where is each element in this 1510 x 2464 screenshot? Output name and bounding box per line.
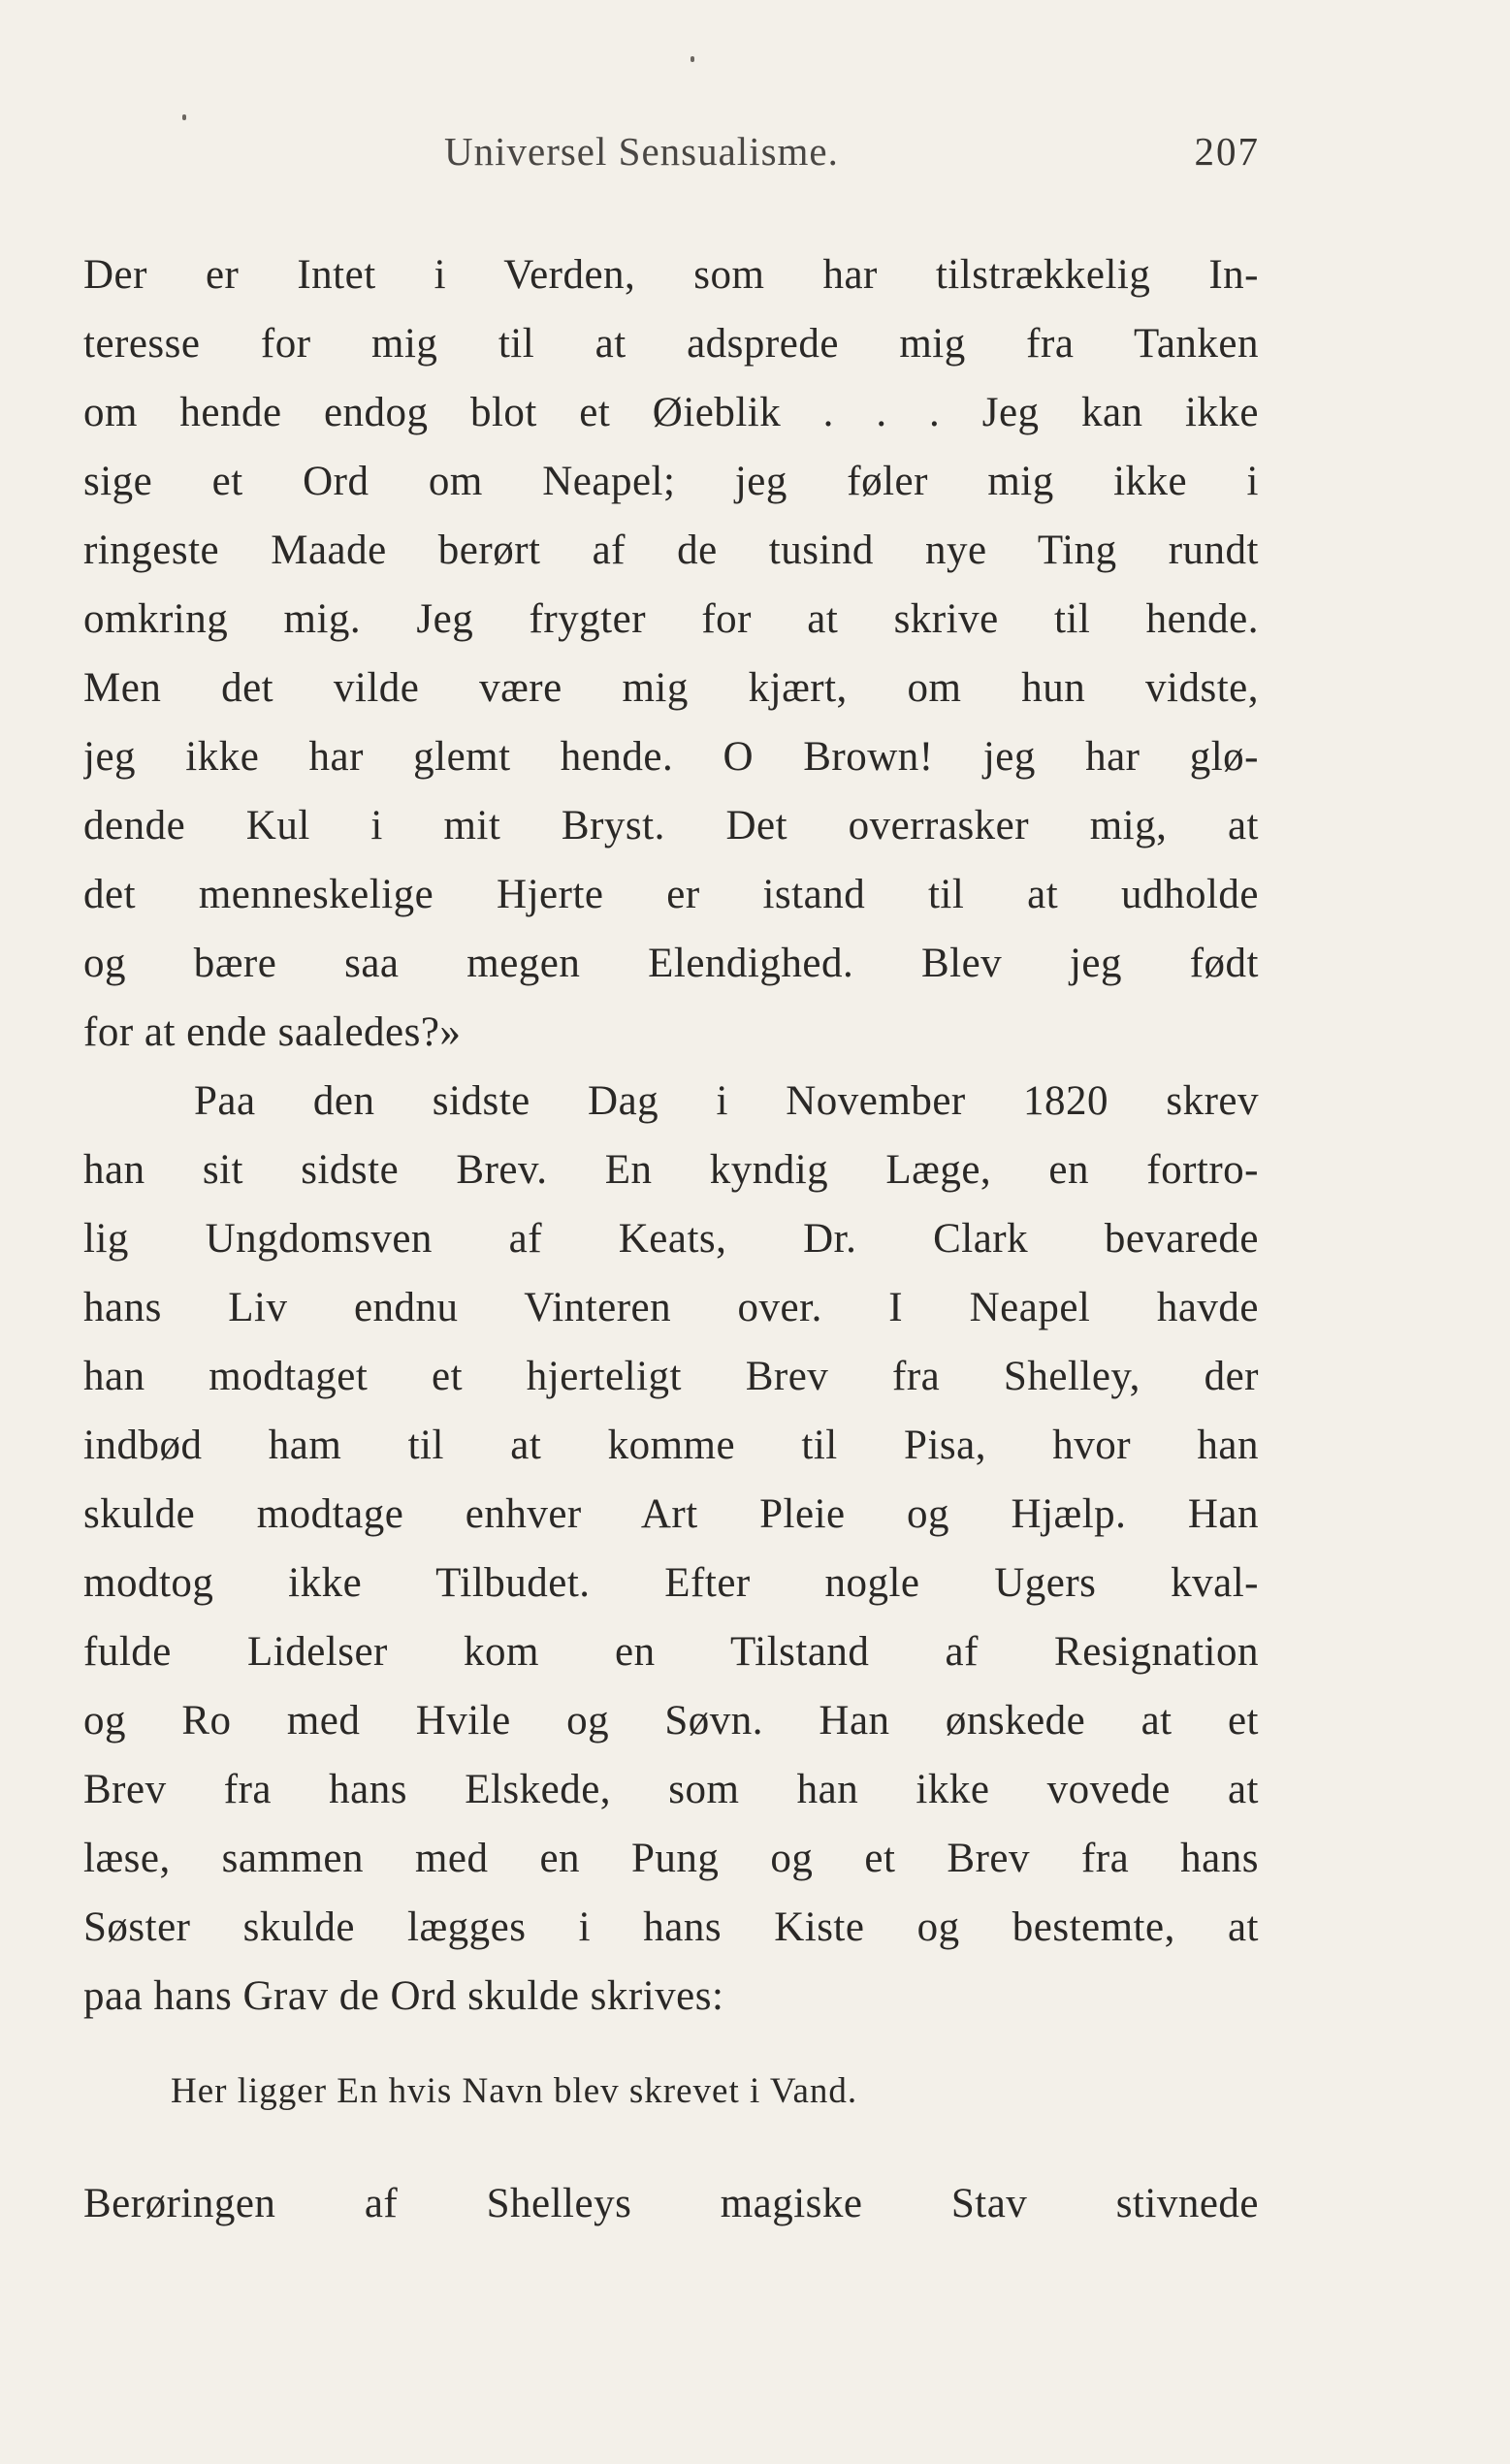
text-line: lig Ungdomsven af Keats, Dr. Clark bevarede xyxy=(83,1216,1259,1262)
text-line: dende Kul i mit Bryst. Det overrasker mig, at xyxy=(83,803,1259,848)
text-line: skulde modtage enhver Art Pleie og Hjælp. Han xyxy=(83,1491,1259,1537)
text-line: paa hans Grav de Ord skulde skrives: xyxy=(83,1973,724,2019)
text-line: Der er Intet i Verden, som har tilstrækkelig In- xyxy=(83,252,1259,298)
running-title: Universel Sensualisme. xyxy=(444,129,839,174)
page-number: 207 xyxy=(1194,129,1260,174)
paragraph-2 xyxy=(83,1067,1259,2031)
epitaph-quote: Her ligger En hvis Navn blev skrevet i Vand. xyxy=(171,2071,858,2111)
text-line: indbød ham til at komme til Pisa, hvor han xyxy=(83,1423,1259,1468)
paragraph-1 xyxy=(83,240,1259,1067)
text-line: omkring mig. Jeg frygter for at skrive til hende. xyxy=(83,596,1259,642)
text-line: for at ende saaledes?» xyxy=(83,1009,462,1055)
text-line: Søster skulde lægges i hans Kiste og bestemte, at xyxy=(83,1904,1259,1950)
text-line: Berøringen af Shelleys magiske Stav stivnede xyxy=(83,2181,1259,2226)
text-line: han modtaget et hjerteligt Brev fra Shelley, der xyxy=(83,1354,1259,1399)
body-text xyxy=(83,240,1259,2031)
text-line: han sit sidste Brev. En kyndig Læge, en fortro- xyxy=(83,1147,1259,1193)
text-line: sige et Ord om Neapel; jeg føler mig ikke i xyxy=(83,459,1259,504)
text-line: det menneskelige Hjerte er istand til at udholde xyxy=(83,872,1259,917)
text-line: Paa den sidste Dag i November 1820 skrev xyxy=(194,1078,1259,1124)
text-line: ringeste Maade berørt af de tusind nye Ting rundt xyxy=(83,528,1259,573)
text-line: hans Liv endnu Vinteren over. I Neapel havde xyxy=(83,1285,1259,1330)
text-line: teresse for mig til at adsprede mig fra Tanken xyxy=(83,321,1259,367)
print-speck xyxy=(182,114,186,120)
text-line: Men det vilde være mig kjært, om hun vidste, xyxy=(83,665,1259,711)
running-head xyxy=(0,128,1510,186)
text-line: og bære saa megen Elendighed. Blev jeg født xyxy=(83,941,1259,986)
text-line: modtog ikke Tilbudet. Efter nogle Ugers kval- xyxy=(83,1560,1259,1606)
text-line: jeg ikke har glemt hende. O Brown! jeg har glø- xyxy=(83,734,1259,780)
text-line: om hende endog blot et Øieblik . . . Jeg kan ikke xyxy=(83,390,1259,435)
text-line: læse, sammen med en Pung og et Brev fra hans xyxy=(83,1836,1259,1881)
paragraph-3 xyxy=(83,2169,1259,2238)
text-line: Brev fra hans Elskede, som han ikke vovede at xyxy=(83,1767,1259,1812)
text-line: og Ro med Hvile og Søvn. Han ønskede at et xyxy=(83,1698,1259,1744)
text-line: fulde Lidelser kom en Tilstand af Resignation xyxy=(83,1629,1259,1675)
print-speck xyxy=(691,56,694,62)
